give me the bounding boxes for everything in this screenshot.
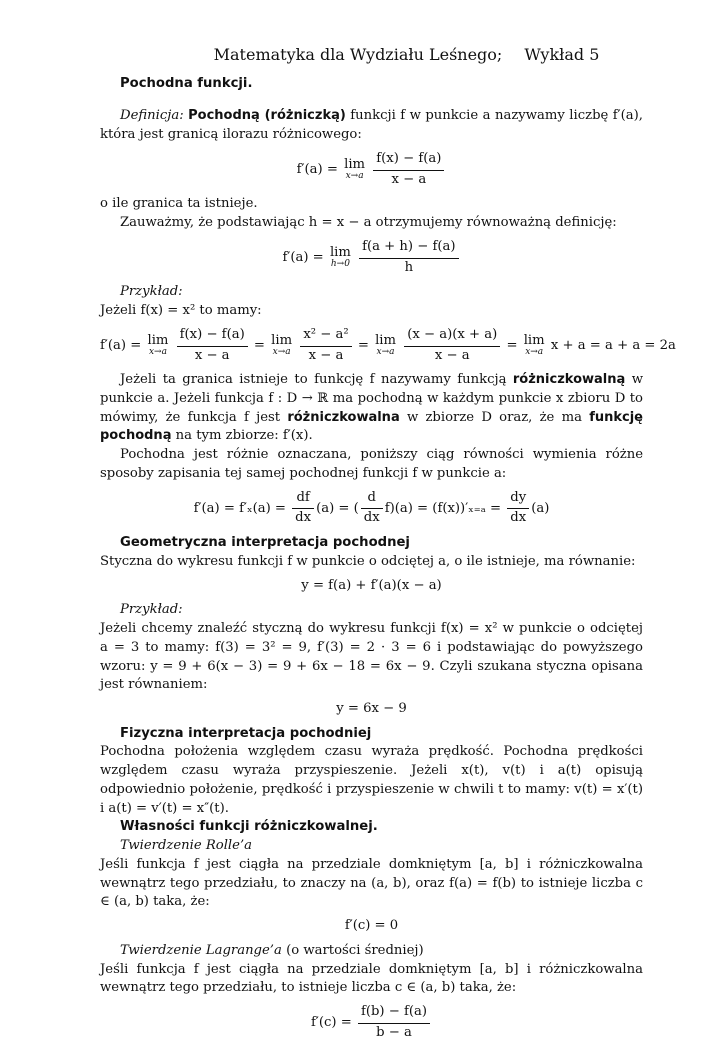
eq3-lim-sub: x→a (525, 347, 544, 358)
lagrange-theorem-text: Jeśli funkcja f jest ciągła na przedziale domkniętym [a, b] i różniczkowalna wewnątrz tego przedziału, to istnieje liczba c ∈ (a, b) taka, że: (100, 961, 643, 996)
eq1-lim-word: lim (344, 157, 366, 173)
term-differentiable-set: różniczkowalna (287, 409, 400, 425)
geometric-text: Styczna do wykresu funkcji f w punkcie o odciętej a, o ile istnieje, ma równanie: (100, 553, 636, 569)
eq3-limit-3 (375, 334, 396, 357)
definition-term: Pochodną (różniczką) (188, 108, 346, 124)
eq3-num-2: x² − a² (300, 326, 351, 347)
eq2-lhs: f′(a) = (282, 250, 324, 266)
eq2-denominator: h (404, 259, 414, 275)
eq3-den-1: x − a (194, 347, 230, 363)
eq3-num-3: (x − a)(x + a) (404, 326, 500, 347)
lagrange-numerator: f(b) − f(a) (358, 1003, 430, 1024)
section-title-properties: Własności funkcji różniczkowalnej. (120, 819, 378, 835)
physical-text: Pochodna położenia względem czasu wyraża prędkość. Pochodna prędkości względem czasu wyraża przyspieszenie. Jeżeli x(t), v(t) i a(t) opisują odpowiednio położenie, prędkość i przyspieszenie w chwili t to mamy: v(t) = x′(t) i a(t) = v′(t) = x″(t). (100, 744, 643, 816)
eq4-num-2: d (361, 489, 383, 510)
lagrange-lhs: f′(c) = (310, 1015, 352, 1031)
eq2-lim-sub: h→0 (330, 259, 350, 270)
p1-text-b: w punkcie a. Jeżeli funkcja f : D → ℝ ma pochodną w każdym punkcie x zbioru D to mówimy, że funkcja f jest (100, 372, 643, 425)
eq3-fraction-2 (300, 326, 351, 365)
term-differentiable: różniczkowalną (512, 372, 626, 388)
lagrange-theorem-label (100, 942, 643, 961)
term-derivative-function: funkcję pochodną (100, 409, 643, 444)
definition-text-b: która jest granicą ilorazu różnicowego: (100, 127, 362, 143)
document-page (100, 44, 676, 1049)
p1-text-c: w zbiorze D oraz, że ma (399, 409, 590, 425)
equation-h-definition (100, 238, 643, 277)
eq3-lhs: f′(a) = (100, 338, 142, 354)
eq3-lim-sub: x→a (376, 347, 395, 358)
lagrange-fraction (358, 1003, 430, 1042)
eq3-tail: x + a = a + a = 2a (550, 338, 676, 354)
eq4-fraction-df-dx (292, 489, 314, 528)
eq3-fraction-1 (177, 326, 248, 365)
eq4-fraction-dy-dx (507, 489, 529, 528)
eq4-num-3: dy (507, 489, 529, 510)
page-header (170, 44, 643, 67)
eq3-lim-word: lim (147, 332, 169, 348)
equation-tangent-result: y = 6x − 9 (336, 701, 407, 717)
definition-text-a: funkcji f w punkcie a nazywamy liczbę f′(a), (345, 108, 643, 124)
equation-notations (100, 489, 643, 528)
equation-example-x-squared: f′(a) = lim x→a $\frac{f(x) - f(a)}{x - a}$ = lim x→a $\frac{\text{x² − a²}}{x - a}$ = lim x→a $\frac{(x - a)(x + a)}{x - a}$ = lim x→a x + a = a + a = 2a (100, 326, 643, 365)
eq4-den-2: dx (363, 510, 380, 526)
tangent-example-text: Jeżeli chcemy znaleźć styczną do wykresu funkcji f(x) = x² w punkcie o odciętej a = 3 to mamy: f(3) = 3² = 9, f′(3) = 2 · 3 = 6 i podstawiając do powyższego wzoru: y = 9 + 6(x − 3) = 9 + 6x − 18 = 6x − 9. Czyli szukana styczna opisana jest równaniem: (100, 621, 643, 693)
eq2-limit (330, 246, 351, 269)
eq1-lhs: f′(a) = (296, 162, 338, 178)
eq3-limit-4 (524, 334, 545, 357)
eq1-limit (344, 158, 365, 181)
lagrange-label-suffix: (o wartości średniej) (281, 942, 424, 958)
eq1-fraction (373, 150, 444, 189)
p1-text-a: Jeżeli ta granica istnieje to funkcję f nazywamy funkcją (120, 372, 513, 388)
eq3-lim-sub: x→a (272, 347, 291, 358)
equivalent-note: Zauważmy, że podstawiając h = x − a otrzymujemy równoważną definicję: (120, 215, 617, 231)
condition-text: o ile granica ta istnieje. (100, 196, 258, 212)
eq3-num-1: f(x) − f(a) (177, 326, 248, 347)
eq3-lim-word: lim (523, 332, 545, 348)
eq3-limit-1 (147, 334, 168, 357)
example-text: Jeżeli f(x) = x² to mamy: (100, 303, 262, 319)
lagrange-label-italic: Twierdzenie Lagrange’a (120, 942, 282, 958)
section-title-geometric: Geometryczna interpretacja pochodnej (120, 535, 410, 551)
example-label-2: Przykład: (120, 602, 183, 618)
differentiable-paragraph (100, 371, 643, 446)
eq3-lim-sub: x→a (148, 347, 167, 358)
rolle-theorem-text: Jeśli funkcja f jest ciągła na przedziale domkniętym [a, b] i różniczkowalna wewnątrz tego przedziału, to znaczy na (a, b), oraz f(a) = f(b) to istnieje liczba c ∈ (a, b) taka, że: (100, 856, 643, 910)
eq1-denominator: x − a (391, 171, 427, 187)
definition-label: Definicja: (120, 108, 184, 124)
eq4-num-1: df (292, 489, 314, 510)
eq1-numerator: f(x) − f(a) (373, 150, 444, 171)
section-title-physical: Fizyczna interpretacja pochodniej (120, 725, 372, 741)
eq4-fraction-d-dx (361, 489, 383, 528)
eq3-den-2: x − a (308, 347, 344, 363)
lecture-number: Wykład 5 (524, 45, 600, 64)
eq4-den-1: dx (295, 510, 312, 526)
notation-paragraph: Pochodna jest różnie oznaczana, poniższy ciąg równości wymienia różne sposoby zapisania tej samej pochodnej funkcji f w punkcie a: (100, 447, 643, 481)
section-title-derivative: Pochodna funkcji. (120, 75, 253, 91)
definition-paragraph (100, 107, 643, 144)
eq4-part-e: (a) (531, 500, 550, 516)
eq4-part-c: f)(a) = (f(x))′ₓ₌ₐ = (384, 500, 502, 516)
eq3-den-3: x − a (434, 347, 470, 363)
equation-lagrange (100, 1003, 643, 1042)
example-label: Przykład: (120, 284, 183, 300)
eq2-fraction (359, 238, 458, 277)
p1-text-d: na tym zbiorze: f′(x). (171, 428, 313, 444)
eq4-den-3: dx (510, 510, 527, 526)
eq3-limit-2 (271, 334, 292, 357)
eq3-lim-word: lim (271, 332, 293, 348)
eq2-lim-word: lim (329, 244, 351, 260)
eq3-lim-word: lim (375, 332, 397, 348)
eq4-part-a: f′(a) = f′ₓ(a) = (193, 500, 286, 516)
eq2-numerator: f(a + h) − f(a) (359, 238, 458, 259)
eq4-part-b: (a) = ( (316, 500, 359, 516)
equation-rolle: f′(c) = 0 (344, 918, 399, 934)
rolle-theorem-label: Twierdzenie Rolle’a (120, 838, 253, 854)
eq3-fraction-3 (404, 326, 500, 365)
eq1-lim-sub: x→a (345, 171, 364, 182)
equation-tangent: y = f(a) + f′(a)(x − a) (301, 577, 442, 593)
course-title: Matematyka dla Wydziału Leśnego; (213, 45, 503, 64)
equation-derivative-definition (100, 150, 643, 189)
lagrange-denominator: b − a (376, 1024, 412, 1040)
